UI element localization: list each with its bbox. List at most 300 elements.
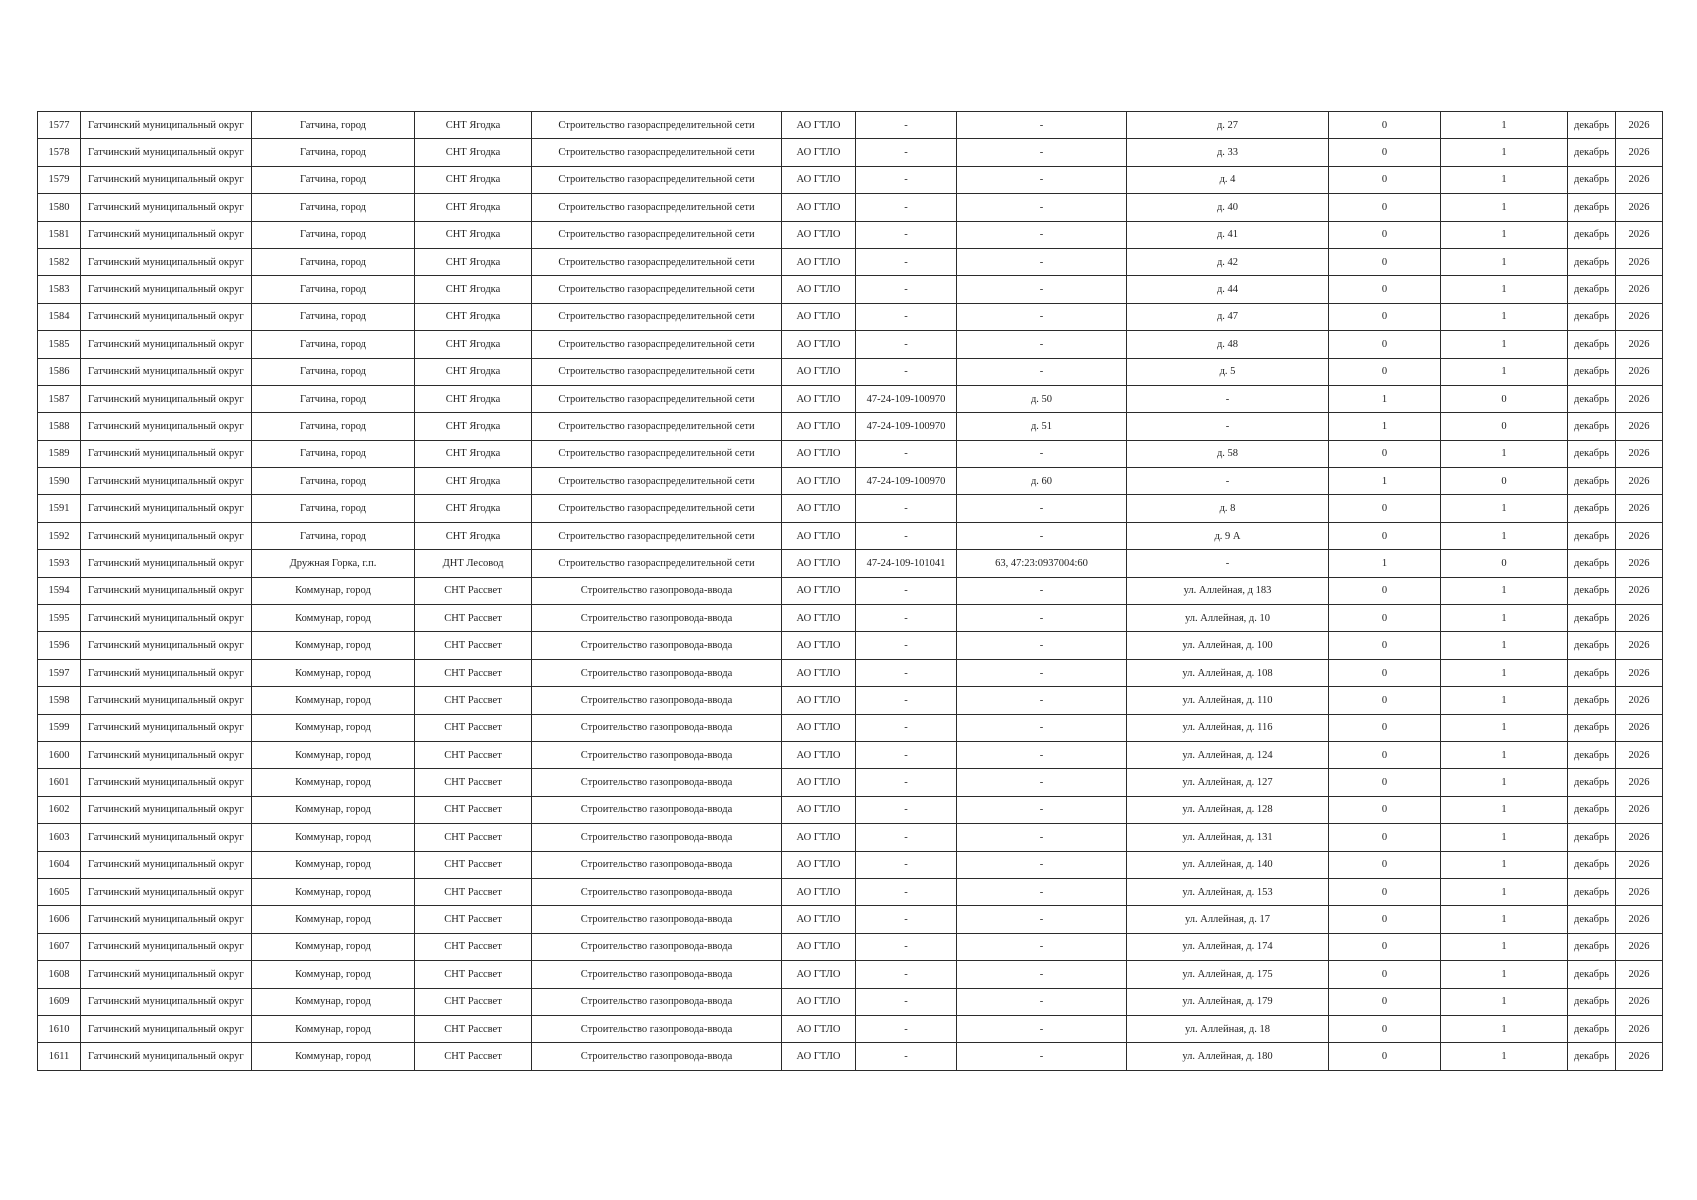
district-cell: Гатчинский муниципальный округ xyxy=(81,440,252,467)
table-row xyxy=(38,495,1663,522)
year-cell: 2026 xyxy=(1616,495,1663,522)
year-cell: 2026 xyxy=(1616,851,1663,878)
year-cell: 2026 xyxy=(1616,577,1663,604)
value-2-cell: 1 xyxy=(1441,577,1568,604)
object-address-cell: - xyxy=(957,769,1127,796)
year-cell: 2026 xyxy=(1616,166,1663,193)
table-row xyxy=(38,276,1663,303)
address-cell: д. 8 xyxy=(1127,495,1329,522)
month-cell: декабрь xyxy=(1568,522,1616,549)
month-cell: декабрь xyxy=(1568,468,1616,495)
locality-cell: Гатчина, город xyxy=(252,276,415,303)
year-cell: 2026 xyxy=(1616,824,1663,851)
organization-cell: АО ГТЛО xyxy=(782,440,856,467)
object-address-cell: - xyxy=(957,632,1127,659)
table-row xyxy=(38,769,1663,796)
object-address-cell: - xyxy=(957,714,1127,741)
month-cell: декабрь xyxy=(1568,550,1616,577)
value-1-cell: 0 xyxy=(1329,495,1441,522)
value-2-cell: 1 xyxy=(1441,440,1568,467)
table-row xyxy=(38,878,1663,905)
district-cell: Гатчинский муниципальный округ xyxy=(81,248,252,275)
work-type-cell: Строительство газораспределительной сети xyxy=(532,331,782,358)
year-cell: 2026 xyxy=(1616,687,1663,714)
locality-cell: Коммунар, город xyxy=(252,1043,415,1070)
settlement-cell: СНТ Ягодка xyxy=(415,166,532,193)
organization-cell: АО ГТЛО xyxy=(782,385,856,412)
district-cell: Гатчинский муниципальный округ xyxy=(81,358,252,385)
organization-cell: АО ГТЛО xyxy=(782,276,856,303)
object-address-cell: - xyxy=(957,1015,1127,1042)
table-row xyxy=(38,166,1663,193)
row-number-cell: 1578 xyxy=(38,139,81,166)
year-cell: 2026 xyxy=(1616,1015,1663,1042)
value-1-cell: 0 xyxy=(1329,714,1441,741)
object-address-cell: - xyxy=(957,495,1127,522)
object-id-cell: 47-24-109-100970 xyxy=(856,468,957,495)
table-row xyxy=(38,413,1663,440)
month-cell: декабрь xyxy=(1568,824,1616,851)
year-cell: 2026 xyxy=(1616,112,1663,139)
address-cell: ул. Аллейная, д. 116 xyxy=(1127,714,1329,741)
object-id-cell: - xyxy=(856,522,957,549)
address-cell: ул. Аллейная, д. 180 xyxy=(1127,1043,1329,1070)
row-number-cell: 1610 xyxy=(38,1015,81,1042)
locality-cell: Коммунар, город xyxy=(252,741,415,768)
table-row xyxy=(38,221,1663,248)
object-id-cell: - xyxy=(856,303,957,330)
value-1-cell: 0 xyxy=(1329,632,1441,659)
table-row xyxy=(38,522,1663,549)
object-id-cell: - xyxy=(856,714,957,741)
organization-cell: АО ГТЛО xyxy=(782,1015,856,1042)
year-cell: 2026 xyxy=(1616,221,1663,248)
district-cell: Гатчинский муниципальный округ xyxy=(81,824,252,851)
row-number-cell: 1592 xyxy=(38,522,81,549)
organization-cell: АО ГТЛО xyxy=(782,139,856,166)
settlement-cell: СНТ Ягодка xyxy=(415,522,532,549)
month-cell: декабрь xyxy=(1568,413,1616,440)
district-cell: Гатчинский муниципальный округ xyxy=(81,577,252,604)
settlement-cell: СНТ Рассвет xyxy=(415,659,532,686)
value-2-cell: 1 xyxy=(1441,495,1568,522)
row-number-cell: 1577 xyxy=(38,112,81,139)
object-id-cell: 47-24-109-100970 xyxy=(856,413,957,440)
organization-cell: АО ГТЛО xyxy=(782,522,856,549)
value-1-cell: 0 xyxy=(1329,851,1441,878)
district-cell: Гатчинский муниципальный округ xyxy=(81,112,252,139)
table-row xyxy=(38,961,1663,988)
value-2-cell: 0 xyxy=(1441,385,1568,412)
year-cell: 2026 xyxy=(1616,933,1663,960)
district-cell: Гатчинский муниципальный округ xyxy=(81,522,252,549)
object-id-cell: - xyxy=(856,605,957,632)
object-id-cell: - xyxy=(856,741,957,768)
row-number-cell: 1611 xyxy=(38,1043,81,1070)
object-address-cell: - xyxy=(957,687,1127,714)
year-cell: 2026 xyxy=(1616,769,1663,796)
object-id-cell: - xyxy=(856,878,957,905)
locality-cell: Гатчина, город xyxy=(252,221,415,248)
month-cell: декабрь xyxy=(1568,331,1616,358)
address-cell: д. 5 xyxy=(1127,358,1329,385)
work-type-cell: Строительство газопровода-ввода xyxy=(532,988,782,1015)
row-number-cell: 1595 xyxy=(38,605,81,632)
table-row xyxy=(38,741,1663,768)
row-number-cell: 1599 xyxy=(38,714,81,741)
address-cell: д. 27 xyxy=(1127,112,1329,139)
locality-cell: Коммунар, город xyxy=(252,687,415,714)
row-number-cell: 1580 xyxy=(38,194,81,221)
month-cell: декабрь xyxy=(1568,276,1616,303)
value-2-cell: 1 xyxy=(1441,221,1568,248)
work-type-cell: Строительство газораспределительной сети xyxy=(532,112,782,139)
district-cell: Гатчинский муниципальный округ xyxy=(81,495,252,522)
table-row xyxy=(38,659,1663,686)
settlement-cell: СНТ Ягодка xyxy=(415,468,532,495)
settlement-cell: СНТ Ягодка xyxy=(415,139,532,166)
value-1-cell: 0 xyxy=(1329,1015,1441,1042)
year-cell: 2026 xyxy=(1616,796,1663,823)
value-1-cell: 0 xyxy=(1329,358,1441,385)
row-number-cell: 1602 xyxy=(38,796,81,823)
settlement-cell: СНТ Рассвет xyxy=(415,1015,532,1042)
address-cell: д. 42 xyxy=(1127,248,1329,275)
month-cell: декабрь xyxy=(1568,194,1616,221)
settlement-cell: СНТ Рассвет xyxy=(415,851,532,878)
value-2-cell: 1 xyxy=(1441,1043,1568,1070)
object-id-cell: - xyxy=(856,1015,957,1042)
value-2-cell: 1 xyxy=(1441,933,1568,960)
month-cell: декабрь xyxy=(1568,440,1616,467)
locality-cell: Гатчина, город xyxy=(252,303,415,330)
year-cell: 2026 xyxy=(1616,878,1663,905)
value-2-cell: 0 xyxy=(1441,550,1568,577)
organization-cell: АО ГТЛО xyxy=(782,796,856,823)
year-cell: 2026 xyxy=(1616,385,1663,412)
district-cell: Гатчинский муниципальный округ xyxy=(81,413,252,440)
table-row xyxy=(38,988,1663,1015)
value-1-cell: 0 xyxy=(1329,221,1441,248)
table-row xyxy=(38,440,1663,467)
district-cell: Гатчинский муниципальный округ xyxy=(81,468,252,495)
work-type-cell: Строительство газопровода-ввода xyxy=(532,878,782,905)
table-row xyxy=(38,714,1663,741)
settlement-cell: СНТ Ягодка xyxy=(415,276,532,303)
object-address-cell: - xyxy=(957,112,1127,139)
table-row xyxy=(38,1015,1663,1042)
object-address-cell: - xyxy=(957,933,1127,960)
object-address-cell: 63, 47:23:0937004:60 xyxy=(957,550,1127,577)
month-cell: декабрь xyxy=(1568,878,1616,905)
object-address-cell: - xyxy=(957,194,1127,221)
locality-cell: Коммунар, город xyxy=(252,851,415,878)
settlement-cell: СНТ Ягодка xyxy=(415,221,532,248)
object-id-cell: - xyxy=(856,495,957,522)
settlement-cell: СНТ Рассвет xyxy=(415,577,532,604)
object-id-cell: - xyxy=(856,988,957,1015)
settlement-cell: СНТ Рассвет xyxy=(415,1043,532,1070)
table-row xyxy=(38,550,1663,577)
address-cell: ул. Аллейная, д. 174 xyxy=(1127,933,1329,960)
work-type-cell: Строительство газораспределительной сети xyxy=(532,248,782,275)
month-cell: декабрь xyxy=(1568,988,1616,1015)
district-cell: Гатчинский муниципальный округ xyxy=(81,687,252,714)
month-cell: декабрь xyxy=(1568,112,1616,139)
object-address-cell: - xyxy=(957,878,1127,905)
address-cell: ул. Аллейная, д. 100 xyxy=(1127,632,1329,659)
month-cell: декабрь xyxy=(1568,741,1616,768)
district-cell: Гатчинский муниципальный округ xyxy=(81,303,252,330)
district-cell: Гатчинский муниципальный округ xyxy=(81,906,252,933)
address-cell: ул. Аллейная, д. 140 xyxy=(1127,851,1329,878)
row-number-cell: 1598 xyxy=(38,687,81,714)
object-id-cell: - xyxy=(856,440,957,467)
value-2-cell: 1 xyxy=(1441,878,1568,905)
object-id-cell: - xyxy=(856,276,957,303)
address-cell: ул. Аллейная, д. 175 xyxy=(1127,961,1329,988)
address-cell: - xyxy=(1127,468,1329,495)
district-cell: Гатчинский муниципальный округ xyxy=(81,796,252,823)
organization-cell: АО ГТЛО xyxy=(782,851,856,878)
settlement-cell: СНТ Рассвет xyxy=(415,906,532,933)
year-cell: 2026 xyxy=(1616,303,1663,330)
object-address-cell: - xyxy=(957,824,1127,851)
settlement-cell: СНТ Ягодка xyxy=(415,413,532,440)
year-cell: 2026 xyxy=(1616,194,1663,221)
organization-cell: АО ГТЛО xyxy=(782,906,856,933)
value-1-cell: 0 xyxy=(1329,988,1441,1015)
value-1-cell: 0 xyxy=(1329,796,1441,823)
locality-cell: Коммунар, город xyxy=(252,769,415,796)
value-1-cell: 0 xyxy=(1329,440,1441,467)
value-1-cell: 0 xyxy=(1329,659,1441,686)
row-number-cell: 1590 xyxy=(38,468,81,495)
district-cell: Гатчинский муниципальный округ xyxy=(81,221,252,248)
organization-cell: АО ГТЛО xyxy=(782,166,856,193)
district-cell: Гатчинский муниципальный округ xyxy=(81,714,252,741)
work-type-cell: Строительство газопровода-ввода xyxy=(532,605,782,632)
month-cell: декабрь xyxy=(1568,687,1616,714)
row-number-cell: 1584 xyxy=(38,303,81,330)
address-cell: д. 44 xyxy=(1127,276,1329,303)
table-row xyxy=(38,796,1663,823)
value-2-cell: 1 xyxy=(1441,769,1568,796)
address-cell: д. 4 xyxy=(1127,166,1329,193)
object-id-cell: - xyxy=(856,112,957,139)
value-1-cell: 0 xyxy=(1329,1043,1441,1070)
object-address-cell: - xyxy=(957,961,1127,988)
month-cell: декабрь xyxy=(1568,906,1616,933)
table-row xyxy=(38,933,1663,960)
value-2-cell: 1 xyxy=(1441,796,1568,823)
locality-cell: Коммунар, город xyxy=(252,906,415,933)
month-cell: декабрь xyxy=(1568,166,1616,193)
object-id-cell: - xyxy=(856,961,957,988)
district-cell: Гатчинский муниципальный округ xyxy=(81,139,252,166)
work-type-cell: Строительство газораспределительной сети xyxy=(532,221,782,248)
value-1-cell: 1 xyxy=(1329,468,1441,495)
work-type-cell: Строительство газопровода-ввода xyxy=(532,851,782,878)
district-cell: Гатчинский муниципальный округ xyxy=(81,659,252,686)
object-id-cell: 47-24-109-100970 xyxy=(856,385,957,412)
district-cell: Гатчинский муниципальный округ xyxy=(81,632,252,659)
address-cell: - xyxy=(1127,385,1329,412)
object-id-cell: - xyxy=(856,687,957,714)
table-row xyxy=(38,331,1663,358)
value-2-cell: 1 xyxy=(1441,303,1568,330)
object-address-cell: - xyxy=(957,796,1127,823)
value-2-cell: 1 xyxy=(1441,112,1568,139)
work-type-cell: Строительство газораспределительной сети xyxy=(532,468,782,495)
work-type-cell: Строительство газопровода-ввода xyxy=(532,1043,782,1070)
month-cell: декабрь xyxy=(1568,769,1616,796)
object-address-cell: - xyxy=(957,1043,1127,1070)
work-type-cell: Строительство газопровода-ввода xyxy=(532,714,782,741)
row-number-cell: 1591 xyxy=(38,495,81,522)
object-id-cell: - xyxy=(856,933,957,960)
row-number-cell: 1604 xyxy=(38,851,81,878)
object-id-cell: - xyxy=(856,166,957,193)
value-1-cell: 0 xyxy=(1329,878,1441,905)
value-2-cell: 1 xyxy=(1441,714,1568,741)
object-id-cell: - xyxy=(856,358,957,385)
object-id-cell: - xyxy=(856,1043,957,1070)
month-cell: декабрь xyxy=(1568,248,1616,275)
address-cell: - xyxy=(1127,413,1329,440)
district-cell: Гатчинский муниципальный округ xyxy=(81,988,252,1015)
month-cell: декабрь xyxy=(1568,1015,1616,1042)
address-cell: ул. Аллейная, д. 127 xyxy=(1127,769,1329,796)
locality-cell: Коммунар, город xyxy=(252,878,415,905)
work-type-cell: Строительство газопровода-ввода xyxy=(532,933,782,960)
value-2-cell: 1 xyxy=(1441,276,1568,303)
value-2-cell: 1 xyxy=(1441,331,1568,358)
year-cell: 2026 xyxy=(1616,358,1663,385)
settlement-cell: СНТ Рассвет xyxy=(415,824,532,851)
locality-cell: Коммунар, город xyxy=(252,988,415,1015)
settlement-cell: СНТ Рассвет xyxy=(415,933,532,960)
row-number-cell: 1596 xyxy=(38,632,81,659)
organization-cell: АО ГТЛО xyxy=(782,714,856,741)
locality-cell: Гатчина, город xyxy=(252,166,415,193)
organization-cell: АО ГТЛО xyxy=(782,112,856,139)
value-2-cell: 1 xyxy=(1441,358,1568,385)
address-cell: д. 9 А xyxy=(1127,522,1329,549)
organization-cell: АО ГТЛО xyxy=(782,577,856,604)
locality-cell: Коммунар, город xyxy=(252,961,415,988)
organization-cell: АО ГТЛО xyxy=(782,988,856,1015)
month-cell: декабрь xyxy=(1568,796,1616,823)
row-number-cell: 1594 xyxy=(38,577,81,604)
value-1-cell: 0 xyxy=(1329,331,1441,358)
settlement-cell: СНТ Рассвет xyxy=(415,878,532,905)
organization-cell: АО ГТЛО xyxy=(782,468,856,495)
district-cell: Гатчинский муниципальный округ xyxy=(81,605,252,632)
locality-cell: Гатчина, город xyxy=(252,468,415,495)
year-cell: 2026 xyxy=(1616,632,1663,659)
table-row xyxy=(38,632,1663,659)
month-cell: декабрь xyxy=(1568,221,1616,248)
address-cell: ул. Аллейная, д. 124 xyxy=(1127,741,1329,768)
work-type-cell: Строительство газопровода-ввода xyxy=(532,659,782,686)
settlement-cell: СНТ Рассвет xyxy=(415,687,532,714)
address-cell: ул. Аллейная, д. 128 xyxy=(1127,796,1329,823)
settlement-cell: СНТ Ягодка xyxy=(415,194,532,221)
address-cell: ул. Аллейная, д. 153 xyxy=(1127,878,1329,905)
month-cell: декабрь xyxy=(1568,933,1616,960)
settlement-cell: СНТ Ягодка xyxy=(415,358,532,385)
table-row xyxy=(38,303,1663,330)
value-1-cell: 0 xyxy=(1329,522,1441,549)
address-cell: ул. Аллейная, д. 108 xyxy=(1127,659,1329,686)
row-number-cell: 1589 xyxy=(38,440,81,467)
row-number-cell: 1582 xyxy=(38,248,81,275)
locality-cell: Коммунар, город xyxy=(252,659,415,686)
object-id-cell: - xyxy=(856,659,957,686)
table-row xyxy=(38,824,1663,851)
locality-cell: Коммунар, город xyxy=(252,577,415,604)
object-id-cell: - xyxy=(856,194,957,221)
value-1-cell: 0 xyxy=(1329,961,1441,988)
year-cell: 2026 xyxy=(1616,550,1663,577)
organization-cell: АО ГТЛО xyxy=(782,687,856,714)
locality-cell: Коммунар, город xyxy=(252,632,415,659)
year-cell: 2026 xyxy=(1616,988,1663,1015)
locality-cell: Гатчина, город xyxy=(252,358,415,385)
row-number-cell: 1609 xyxy=(38,988,81,1015)
row-number-cell: 1586 xyxy=(38,358,81,385)
object-address-cell: - xyxy=(957,577,1127,604)
object-address-cell: д. 51 xyxy=(957,413,1127,440)
work-type-cell: Строительство газораспределительной сети xyxy=(532,358,782,385)
year-cell: 2026 xyxy=(1616,248,1663,275)
district-cell: Гатчинский муниципальный округ xyxy=(81,194,252,221)
value-2-cell: 1 xyxy=(1441,194,1568,221)
work-type-cell: Строительство газораспределительной сети xyxy=(532,139,782,166)
value-2-cell: 1 xyxy=(1441,961,1568,988)
settlement-cell: СНТ Рассвет xyxy=(415,714,532,741)
work-type-cell: Строительство газораспределительной сети xyxy=(532,440,782,467)
organization-cell: АО ГТЛО xyxy=(782,358,856,385)
settlement-cell: СНТ Рассвет xyxy=(415,988,532,1015)
value-1-cell: 0 xyxy=(1329,769,1441,796)
address-cell: ул. Аллейная, д. 17 xyxy=(1127,906,1329,933)
year-cell: 2026 xyxy=(1616,1043,1663,1070)
organization-cell: АО ГТЛО xyxy=(782,331,856,358)
locality-cell: Коммунар, город xyxy=(252,605,415,632)
locality-cell: Гатчина, город xyxy=(252,194,415,221)
value-1-cell: 0 xyxy=(1329,824,1441,851)
object-address-cell: д. 50 xyxy=(957,385,1127,412)
work-type-cell: Строительство газопровода-ввода xyxy=(532,741,782,768)
address-cell: ул. Аллейная, д 183 xyxy=(1127,577,1329,604)
locality-cell: Коммунар, город xyxy=(252,933,415,960)
row-number-cell: 1579 xyxy=(38,166,81,193)
locality-cell: Гатчина, город xyxy=(252,413,415,440)
locality-cell: Дружная Горка, г.п. xyxy=(252,550,415,577)
locality-cell: Гатчина, город xyxy=(252,440,415,467)
work-type-cell: Строительство газораспределительной сети xyxy=(532,413,782,440)
district-cell: Гатчинский муниципальный округ xyxy=(81,166,252,193)
month-cell: декабрь xyxy=(1568,577,1616,604)
work-type-cell: Строительство газопровода-ввода xyxy=(532,796,782,823)
district-cell: Гатчинский муниципальный округ xyxy=(81,1015,252,1042)
settlement-cell: СНТ Рассвет xyxy=(415,632,532,659)
table-body xyxy=(38,112,1663,1071)
settlement-cell: СНТ Ягодка xyxy=(415,385,532,412)
year-cell: 2026 xyxy=(1616,276,1663,303)
